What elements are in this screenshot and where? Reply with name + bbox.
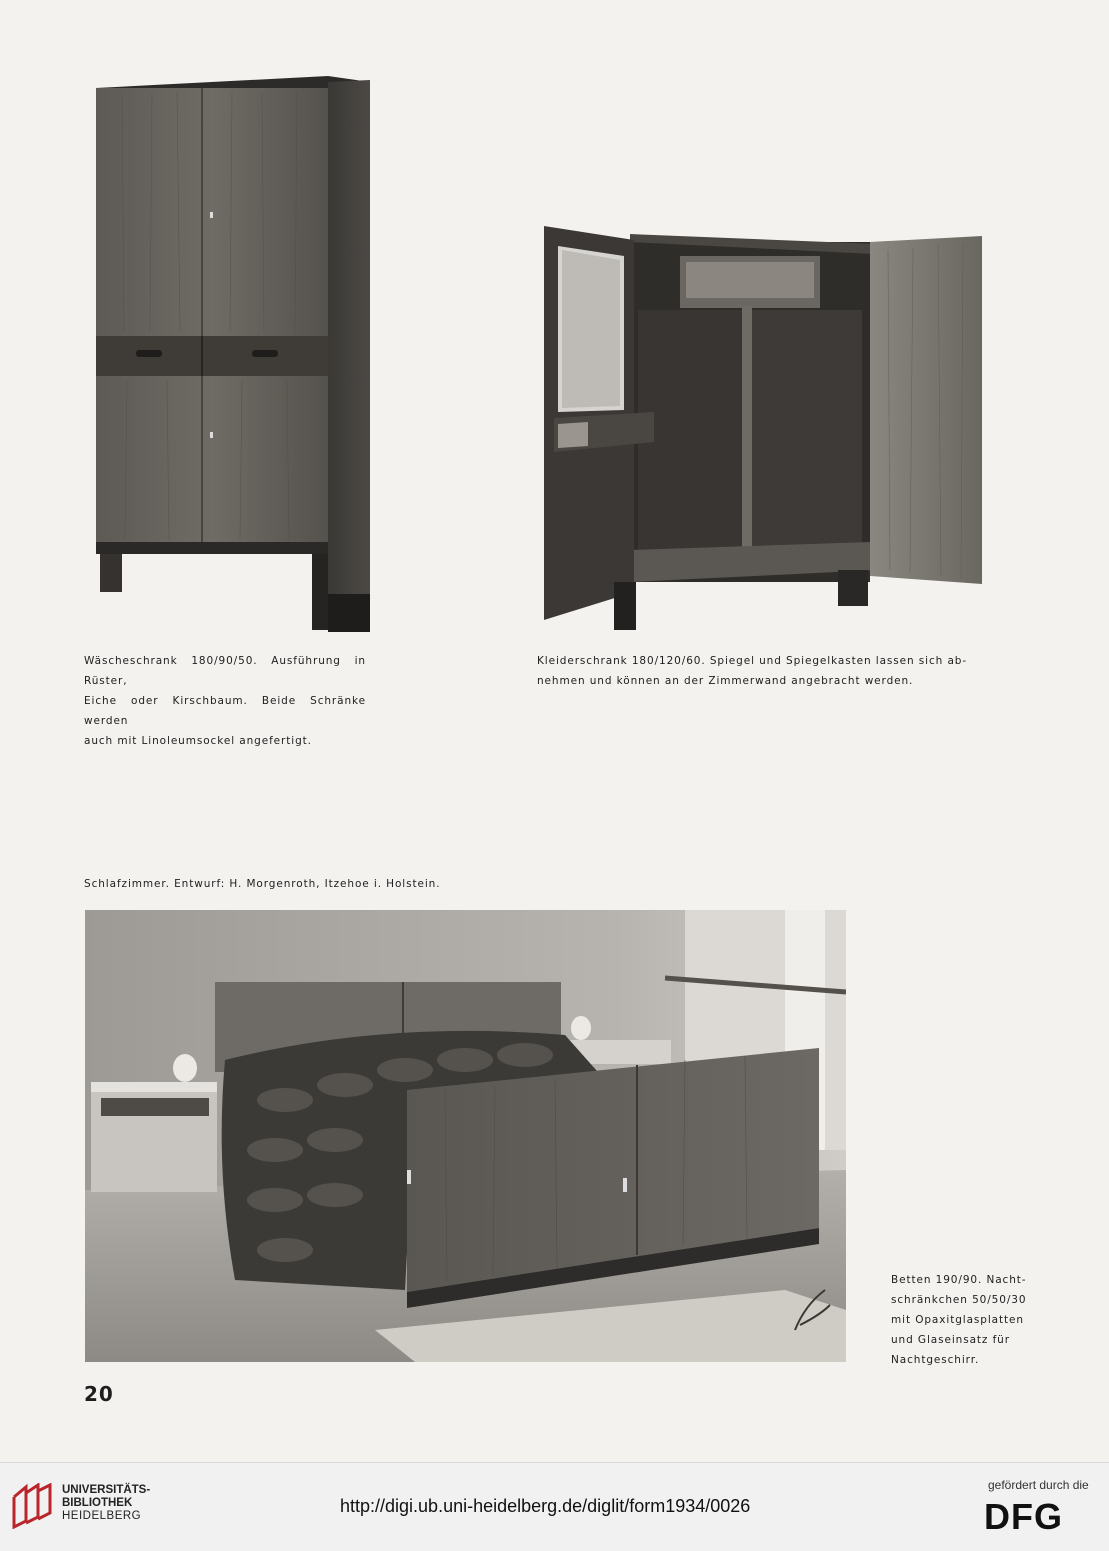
caption-waescheschrank xyxy=(84,651,366,751)
caption-line: Schlafzimmer. Entwurf: H. Morgenroth, Itzehoe i. Holstein. xyxy=(84,878,441,890)
university-library-logo-icon xyxy=(10,1483,54,1529)
photo-waescheschrank xyxy=(92,72,374,636)
caption-line: und Glaseinsatz für xyxy=(891,1334,1010,1346)
caption-line: Wäscheschrank 180/90/50. Ausführung in Rüster, xyxy=(84,655,366,687)
dfg-logo: DFG xyxy=(984,1496,1063,1537)
source-url-link[interactable]: http://digi.ub.uni-heidelberg.de/diglit/form1934/0026 xyxy=(340,1496,751,1516)
caption-schlafzimmer xyxy=(84,874,504,894)
caption-kleiderschrank xyxy=(537,651,981,691)
footer-bar xyxy=(0,1462,1109,1551)
photo-kleiderschrank xyxy=(538,220,988,636)
caption-betten xyxy=(891,1270,1027,1370)
page-number: 20 xyxy=(84,1382,114,1406)
library-name xyxy=(62,1484,150,1523)
dfg-funding-label: gefördert durch die xyxy=(988,1478,1089,1492)
caption-line: mit Opaxitglasplatten xyxy=(891,1314,1024,1326)
library-line: UNIVERSITÄTS- xyxy=(62,1484,151,1496)
caption-line: Kleiderschrank 180/120/60. Spiegel und Spiegelkasten lassen sich ab- xyxy=(537,655,968,667)
caption-line: Betten 190/90. Nacht- xyxy=(891,1274,1027,1286)
caption-line: schränkchen 50/50/30 xyxy=(891,1294,1027,1306)
caption-line: auch mit Linoleumsockel angefertigt. xyxy=(84,735,312,747)
caption-line: Eiche oder Kirschbaum. Beide Schränke werden xyxy=(84,695,366,727)
caption-line: Nachtgeschirr. xyxy=(891,1354,980,1366)
photo-schlafzimmer xyxy=(85,910,846,1362)
library-line: HEIDELBERG xyxy=(62,1510,142,1522)
library-line: BIBLIOTHEK xyxy=(62,1497,133,1509)
caption-line: nehmen und können an der Zimmerwand angebracht werden. xyxy=(537,675,914,687)
